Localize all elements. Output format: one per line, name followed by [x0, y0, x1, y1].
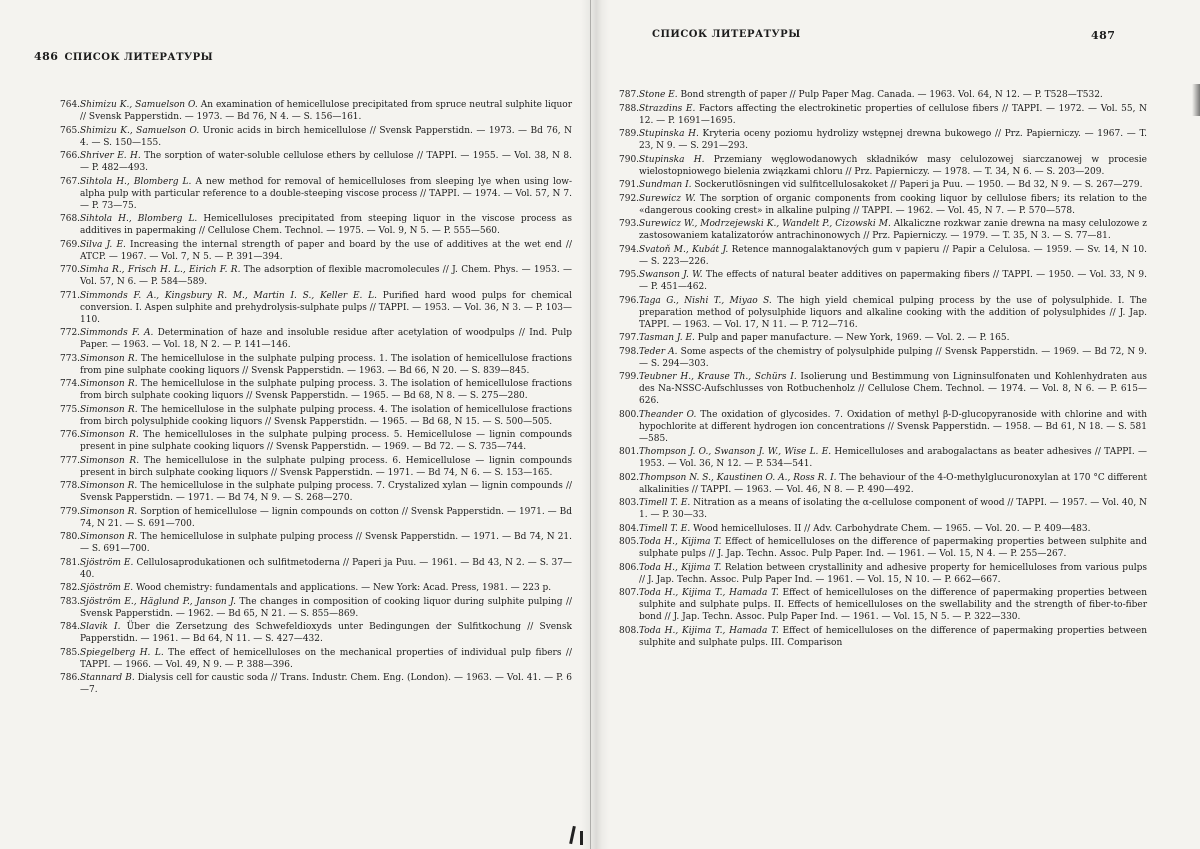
reference-entry: [60, 429, 572, 453]
running-head-title: СПИСОК ЛИТЕРАТУРЫ: [64, 52, 214, 63]
reference-entry: [60, 327, 572, 351]
reference-number: 783.: [60, 596, 81, 607]
reference-number: 799.: [619, 372, 640, 382]
reference-entry: [619, 497, 1147, 521]
reference-entry: [619, 128, 1147, 152]
reference-details: The hemicellulose in sulphate pulping process // Svensk Papperstidn. — 1971. — Bd 74, N 21. — S. 691—700.: [80, 532, 573, 554]
reference-details: The effects of natural beater additives on papermaking fibers // TAPPI. — 1950. — Vol. 33, N 9. — P. 451—462.: [639, 270, 1147, 292]
reference-details: Increasing the internal strength of paper and board by the use of additives at the wet end // ATCP. — 1967. — Vol. 7, N 5. — P. 391—394.: [80, 239, 573, 262]
reference-details: Kryteria oceny poziomu hydrolizy wstępnej drewna bukowego // Prz. Papierniczy. — 1967. — T. 23, N 9. — S. 291—293.: [639, 129, 1147, 151]
reference-details: The sorption of water-soluble cellulose ethers by cellulose // TAPPI. — 1955. — Vol. 38, N 8. — P. 482—493.: [80, 151, 572, 173]
reference-details: The hemicellulose in the sulphate pulping process. 1. The isolation of hemicellulose fractions from pine sulphate cooking liquors // Svensk Papperstidn. — 1963. — Bd 66, N 20. — S. 839—845.: [80, 353, 572, 376]
reference-authors: Shriver E. H.: [80, 151, 141, 161]
reference-entry: [619, 103, 1147, 127]
reference-number: 801.: [619, 447, 640, 457]
right-page: [600, 0, 1200, 849]
page-number: 486: [34, 50, 59, 63]
reference-authors: Simonson R.: [80, 481, 138, 491]
reference-entry: [60, 353, 572, 377]
reference-number: 786.: [60, 673, 81, 683]
reference-details: The effect of hemicelluloses on the mechanical properties of individual pulp fibers // TAPPI. — 1966. — Vol. 49, N 9. — P. 388—396.: [80, 647, 572, 670]
reference-authors: Sjöström E., Häglund P., Janson J.: [80, 596, 236, 607]
reference-authors: Simonson R.: [80, 455, 140, 466]
reference-entry: [619, 562, 1147, 586]
reference-entry: [619, 371, 1147, 407]
reference-entry: [60, 99, 572, 123]
reference-number: 785.: [60, 647, 81, 658]
reference-details: The hemicellulose in the sulphate pulping process. 6. Hemicellulose — lignin compounds present in birch sulphate cooking liquors // Svensk Papperstidn. — 1971. — Bd 74, N 6. — S. 153—165.: [80, 455, 573, 478]
reference-details: The high yield chemical pulping process by the use of polysulphide. I. The preparation method of polysulphide liquors and alkaline cooking with the addition of polysulphides // J. Jap. TAPPI. — 1963. — Vol. 17, N 11. — P. 712—716.: [639, 295, 1147, 330]
reference-number: 770.: [60, 265, 81, 275]
reference-authors: Simonson R.: [80, 353, 138, 364]
reference-number: 782.: [60, 583, 81, 593]
reference-list: [619, 89, 1147, 650]
reference-number: 776.: [60, 430, 81, 440]
reference-number: 768.: [60, 214, 81, 224]
reference-details: Effect of hemicelluloses on the difference of papermaking properties between sulphite and sulphate pulps. II. Effects of hemicelluloses on the swellability and the strength of fiber-to-fiber bond // J. Jap. Techn. Assoc. Pulp Paper Ind. — 1961. — Vol. 15, N 5. — P. 322—330.: [639, 588, 1147, 622]
reference-authors: Surewicz W.: [639, 193, 696, 204]
reference-entry: [60, 480, 572, 504]
reference-details: Nitration as a means of isolating the α-cellulose component of wood // TAPPI. — 1957. — Vol. 40, N 1. — P. 30—33.: [639, 498, 1147, 520]
reference-entry: [619, 625, 1147, 649]
reference-entry: [619, 269, 1147, 293]
reference-entry: [60, 239, 572, 263]
reference-authors: Simha R., Frisch H. L., Eirich F. R.: [80, 265, 241, 275]
reference-entry: [619, 193, 1147, 217]
reference-entry: [619, 295, 1147, 331]
reference-number: 803.: [619, 498, 640, 508]
reference-details: The hemicellulose in the sulphate pulping process. 4. The isolation of hemicellulose fractions from birch polysulphide cooking liquors // Svensk Papperstidn. — 1965. — Bd 68, N 15. — S. 500—505.: [80, 404, 572, 427]
reference-authors: Simonson R.: [80, 532, 138, 542]
reference-authors: Toda H., Kijima T.: [639, 537, 722, 547]
reference-number: 779.: [60, 506, 81, 517]
reference-entry: [60, 531, 572, 555]
reference-number: 795.: [619, 270, 640, 280]
reference-authors: Thompson J. O., Swanson J. W., Wise L. E.: [639, 447, 832, 457]
reference-entry: [60, 404, 572, 428]
reference-details: Dialysis cell for caustic soda // Trans. Industr. Chem. Eng. (London). — 1963. — Vol. 41. — P. 6—7.: [80, 673, 573, 695]
reference-authors: Strazdins E.: [639, 103, 696, 114]
reference-authors: Sjöström E.: [80, 583, 134, 593]
reference-authors: Slavik I.: [80, 622, 121, 632]
reference-authors: Toda H., Kijima T.: [639, 562, 722, 573]
reference-entry: [619, 472, 1147, 496]
reference-authors: Teubner H., Krause Th., Schürs I.: [639, 372, 797, 382]
reference-details: Hemicelluloses and arabogalactans as beater adhesives // TAPPI. — 1953. — Vol. 36, N 12. — P. 534—541.: [639, 447, 1147, 469]
reference-details: Isolierung und Bestimmung von Ligninsulfonaten und Kohlenhydraten aus des Na-NSSC-Aufschlusses von Rotbuchenholz // Cellulose Chem. Technol. — 1974. — Vol. 8, N 6. — P. 615—626.: [639, 372, 1147, 406]
reference-entry: [60, 176, 572, 212]
reference-number: 775.: [60, 404, 81, 415]
reference-authors: Swanson J. W.: [639, 270, 703, 280]
reference-details: The behaviour of the 4-O-methylglucuronoxylan at 170 °C different alkalinities // TAPPI. — 1963. — Vol. 46, N 8. — P. 490—492.: [639, 472, 1148, 495]
reference-number: 804.: [619, 523, 640, 534]
reference-entry: [60, 596, 572, 620]
reference-details: Purified hard wood pulps for chemical conversion. I. Aspen sulphite and prehydrolysis-sulphate pulps // TAPPI. — 1953. — Vol. 36, N 3. — P. 103—110.: [80, 290, 572, 325]
reference-authors: Shimizu K., Samuelson O.: [80, 100, 198, 110]
reference-entry: [619, 89, 1147, 101]
reference-authors: Teder A.: [639, 346, 678, 357]
reference-number: 772.: [60, 328, 81, 338]
reference-entry: [60, 506, 572, 530]
reference-number: 797.: [619, 333, 640, 343]
reference-authors: Sjöström E.: [80, 557, 134, 568]
reference-details: Pulp and paper manufacture. — New York, 1969. — Vol. 2. — P. 165.: [694, 333, 1010, 343]
reference-entry: [60, 557, 572, 581]
reference-authors: Surewicz W., Modrzejewski K., Wandelt P., Cizowski M.: [639, 219, 891, 229]
reference-number: 777.: [60, 455, 81, 466]
reference-details: Przemiany węglowodanowych składników masy celulozowej siarczanowej w procesie wielostopniowego bielenia związkami chloru // Prz. Papierniczy. — 1978. — T. 34, N 6. — S. 203—209.: [639, 154, 1147, 177]
reference-details: Wood chemistry: fundamentals and applications. — New York: Acad. Press, 1981. — 223 p.: [133, 583, 552, 593]
reference-entry: [619, 446, 1147, 470]
reference-number: 784.: [60, 622, 81, 632]
reference-entry: [60, 647, 572, 671]
reference-number: 771.: [60, 290, 81, 301]
reference-details: Sockerutlösningen vid sulfitcellulosakoket // Paperi ja Puu. — 1950. — Bd 32, N 9. — S. 267—279.: [691, 180, 1143, 190]
reference-authors: Taga G., Nishi T., Miyao S.: [639, 295, 772, 306]
reference-details: The hemicelluloses in the sulphate pulping process. 5. Hemicellulose — lignin compounds present in pine sulphate cooking liquors // Svensk Papperstidn. — 1969. — Bd 72. — S. 735—744.: [80, 430, 572, 452]
reference-details: Some aspects of the chemistry of polysulphide pulping // Svensk Papperstidn. — 1969. — Bd 72, N 9. — S. 294—303.: [639, 346, 1147, 369]
reference-entry: [619, 346, 1147, 370]
reference-authors: Simonson R.: [80, 404, 138, 415]
reference-details: Determination of haze and insoluble residue after acetylation of woodpulps // Ind. Pulp Paper. — 1963. — Vol. 18, N 2. — P. 141—146.: [80, 328, 572, 350]
reference-details: The hemicellulose in the sulphate pulping process. 3. The isolation of hemicellulose fractions from birch sulphate cooking liquors // Svensk Papperstidn. — 1965. — Bd 68, N 8. — S. 275—280.: [80, 379, 572, 401]
reference-details: Effect of hemicelluloses on the difference of papermaking properties between sulphite and sulphate pulps. III. Comparison: [639, 625, 1147, 648]
reference-authors: Spiegelberg H. L.: [80, 647, 164, 658]
reference-number: 787.: [619, 90, 640, 100]
reference-details: The hemicellulose in the sulphate pulping process. 7. Crystalized xylan — lignin compounds // Svensk Papperstidn. — 1971. — Bd 74, N 9. — S. 268—270.: [80, 481, 573, 503]
reference-entry: [60, 582, 572, 594]
reference-authors: Tasman J. E.: [639, 333, 695, 343]
reference-number: 774.: [60, 379, 81, 389]
reference-number: 781.: [60, 557, 81, 568]
reference-entry: [60, 621, 572, 645]
reference-authors: Stannard B.: [80, 673, 135, 683]
reference-entry: [60, 264, 572, 288]
reference-authors: Timell T. E.: [639, 498, 691, 508]
reference-list: [60, 99, 572, 698]
reference-number: 788.: [619, 103, 640, 114]
reference-authors: Thompson N. S., Kaustinen O. A., Ross R. I.: [639, 472, 837, 483]
reference-number: 769.: [60, 239, 81, 250]
reference-number: 800.: [619, 409, 640, 420]
reference-number: 802.: [619, 472, 640, 483]
reference-entry: [619, 218, 1147, 242]
reference-number: 765.: [60, 125, 81, 136]
reference-entry: [60, 455, 572, 479]
reference-entry: [60, 672, 572, 696]
reference-authors: Stone E.: [639, 90, 678, 100]
reference-authors: Stupinska H.: [639, 154, 705, 165]
reference-entry: [619, 244, 1147, 268]
reference-details: Retence mannogalaktanových gum v papieru // Papir a Celulosa. — 1959. — Sv. 14, N 10. — S. 223—226.: [639, 244, 1147, 267]
reference-details: The oxidation of glycosides. 7. Oxidation of methyl β-D-glucopyranoside with chlorine and with hypochlorite at different hydrogen ion concentrations // Svensk Papperstidn. — 1958. — Bd 61, N 18. — S. 581—585.: [639, 409, 1147, 444]
reference-authors: Simonson R.: [80, 506, 138, 517]
reference-number: 767.: [60, 176, 81, 187]
reference-details: Uronic acids in birch hemicellulose // Svensk Papperstidn. — 1973. — Bd 76, N 4. — S. 150—155.: [80, 125, 572, 148]
reference-number: 778.: [60, 481, 81, 491]
reference-details: A new method for removal of hemicelluloses from sleeping lye when using low-alpha pulp with particular reference to a double-steeping viscose process // TAPPI. — 1974. — Vol. 57, N 7. — P. 73—75.: [80, 176, 572, 211]
reference-details: Effect of hemicelluloses on the difference of papermaking properties between sulphite and sulphate pulps // J. Jap. Techn. Assoc. Pulp Paper. Ind. — 1961. — Vol. 15, N 4. — P. 255—267.: [639, 537, 1147, 559]
reference-authors: Toda H., Kijima T., Hamada T.: [639, 588, 779, 598]
reference-details: Alkaliczne rozkwar zanie drewna na masy celulozowe z zastosowaniem katalizatorów antrachinonowych // Prz. Papierniczy. — 1979. — T. 35, N 3. — S. 77—81.: [639, 219, 1147, 241]
reference-details: Über die Zersetzung des Schwefeldioxyds unter Bedingungen der Sulfitkochung // Svensk Papperstidn. — 1961. — Bd 64, N 11. — S. 427—432.: [80, 622, 572, 644]
reference-authors: Simmonds F. A.: [80, 328, 154, 338]
left-page: [0, 0, 590, 849]
reference-number: 798.: [619, 346, 640, 357]
reference-number: 793.: [619, 219, 640, 229]
reference-entry: [619, 154, 1147, 178]
reference-number: 789.: [619, 129, 640, 139]
running-head-title: СПИСОК ЛИТЕРАТУРЫ: [652, 29, 801, 40]
reference-authors: Sihtola H., Blomberg L.: [80, 176, 192, 187]
book-spine-line: [590, 0, 591, 849]
reference-number: 796.: [619, 295, 640, 306]
reference-number: 806.: [619, 562, 640, 573]
reference-authors: Silva J. E.: [80, 239, 126, 250]
reference-number: 791.: [619, 180, 640, 190]
reference-details: The changes in composition of cooking liquor during sulphite pulping // Svensk Papperstidn. — 1962. — Bd 65, N 21. — S. 855—869.: [80, 596, 573, 619]
reference-authors: Theander O.: [639, 409, 697, 420]
reference-entry: [619, 523, 1147, 535]
reference-number: 805.: [619, 537, 640, 547]
reference-number: 794.: [619, 244, 640, 255]
reference-details: The adsorption of flexible macromolecules // J. Chem. Phys. — 1953. — Vol. 57, N 6. — P. 584—589.: [80, 265, 572, 287]
reference-details: Wood hemicelluloses. II // Adv. Carbohydrate Chem. — 1965. — Vol. 20. — P. 409—483.: [690, 523, 1091, 534]
reference-authors: Simmonds F. A., Kingsbury R. M., Martin I. S., Keller E. L.: [80, 290, 377, 301]
reference-entry: [60, 290, 572, 326]
reference-number: 780.: [60, 532, 81, 542]
reference-entry: [60, 125, 572, 149]
reference-details: Sorption of hemicellulose — lignin compounds on cotton // Svensk Papperstidn. — 1971. — Bd 74, N 21. — S. 691—700.: [80, 506, 573, 529]
reference-authors: Timell T. E.: [639, 523, 691, 534]
reference-authors: Sihtola H., Blomberg L.: [80, 214, 198, 224]
reference-number: 790.: [619, 154, 640, 165]
reference-entry: [619, 332, 1147, 344]
reference-number: 792.: [619, 193, 640, 204]
reference-authors: Shimizu K., Samuelson O.: [80, 125, 200, 136]
reference-details: Relation between crystallinity and adhesive property for hemicelluloses from various pulps // J. Jap. Techn. Assoc. Pulp Paper Ind. — 1961. — Vol. 15, N 10. — P. 662—667.: [639, 562, 1148, 585]
reference-number: 773.: [60, 353, 81, 364]
reference-number: 766.: [60, 151, 81, 161]
reference-entry: [619, 587, 1147, 623]
reference-entry: [60, 213, 572, 237]
reference-details: Cellulosaprodukationen och sulfitmetoderna // Paperi ja Puu. — 1961. — Bd 43, N 2. — S. 37—40.: [80, 557, 573, 580]
reference-authors: Simonson R.: [80, 379, 138, 389]
reference-details: Hemicelluloses precipitated from steeping liquor in the viscose process as additives in papermaking // Cellulose Chem. Technol. — 1975. — Vol. 9, N 5. — P. 555—560.: [80, 214, 572, 236]
reference-authors: Toda H., Kijima T., Hamada T.: [639, 625, 779, 636]
left-running-head: [34, 50, 213, 63]
reference-number: 807.: [619, 588, 640, 598]
reference-entry: [619, 536, 1147, 560]
reference-details: An examination of hemicellulose precipitated from spruce neutral sulphite liquor // Svensk Papperstidn. — 1973. — Bd 76, N 4. — S. 156—161.: [80, 100, 572, 122]
page-number: 487: [1091, 29, 1116, 42]
reference-details: The sorption of organic components from cooking liquor by cellulose fibers; its relation to the «dangerous cooking crest» in alkaline pulping // TAPPI. — 1962. — Vol. 45, N 7. — P. 570—578.: [639, 193, 1147, 216]
reference-entry: [619, 179, 1147, 191]
reference-details: Bond strength of paper // Pulp Paper Mag. Canada. — 1963. Vol. 64, N 12. — P. T528—T532.: [677, 90, 1103, 100]
reference-number: 808.: [619, 625, 640, 636]
reference-entry: [619, 409, 1147, 445]
reference-number: 764.: [60, 100, 81, 110]
reference-entry: [60, 378, 572, 402]
reference-entry: [60, 150, 572, 174]
reference-details: Factors affecting the electrokinetic properties of cellulose fibers // TAPPI. — 1972. — Vol. 55, N 12. — P. 1691—1695.: [639, 103, 1147, 126]
reference-authors: Sundman I.: [639, 180, 692, 190]
reference-authors: Stupinska H.: [639, 129, 699, 139]
reference-authors: Svatoň M., Kubát J.: [639, 244, 729, 255]
reference-authors: Simonson R.: [80, 430, 139, 440]
